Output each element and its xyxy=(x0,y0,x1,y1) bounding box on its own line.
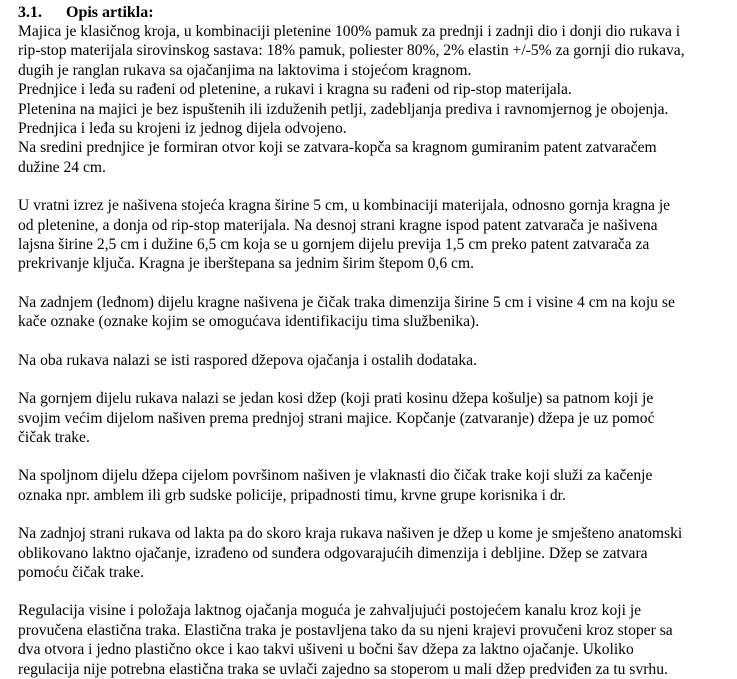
text-line: kače oznake (oznake kojim se omogućava identifikaciju tima službenika). xyxy=(18,313,480,331)
paragraph xyxy=(18,601,712,679)
text-line: Majica je klasičnog kroja, u kombinaciji pletenine 100% pamuk za prednji i zadnji dio i donji dio rukava i xyxy=(18,23,681,40)
text-line: od pletenine, a donja od rip-stop materijala. Na desnoj strani kragne ispod patent zatvarača je našivena xyxy=(18,216,658,234)
text-line: Na spoljnom dijelu džepa cijelom površinom našiven je vlaknasti dio čičak trake koji služi za kačenje xyxy=(18,467,653,485)
paragraph xyxy=(18,466,712,505)
text-line: dugih je ranglan rukava sa ojačanjima na laktovima i stojećom kragnom. xyxy=(18,61,472,79)
text-line: Prednjica i leđa su krojeni iz jednog dijela odvojeno. xyxy=(18,120,347,138)
text-line: U vratni izrez je našivena stojeća kragna širine 5 cm, u kombinaciji materijala, odnosno gornja kragna je xyxy=(18,197,671,215)
text-line: lajsna širine 2,5 cm i dužine 6,5 cm koja se u gornjem dijelu previja 1,5 cm preko patent zatvarača za xyxy=(18,236,650,254)
paragraph xyxy=(18,293,712,332)
text-line: Prednjice i leđa su rađeni od pletenine, a rukavi i kragna su rađeni od rip-stop materijala. xyxy=(18,81,572,99)
text-line: Na zadnjem (leđnom) dijelu kragne našivena je čičak traka dimenzija širine 5 cm i visine 4 cm na koju se xyxy=(18,293,675,311)
text-line: Na zadnjoj strani rukava od lakta pa do skoro kraja rukava našiven je džep u kome je smješteno anatomski xyxy=(18,525,683,543)
section-number: 3.1. xyxy=(18,4,42,21)
text-line: Na sredini prednjice je formiran otvor koji se zatvara-kopča sa kragnom gumiranim patent zatvaračem xyxy=(18,139,657,157)
paragraph xyxy=(18,22,712,177)
text-line: svojim većim dijelom našiven prema prednjoj strani majice. Kopčanje (zatvaranje) džepa je uz pomoć xyxy=(18,409,655,427)
text-line: pomoću čičak trake. xyxy=(18,563,144,581)
document-body xyxy=(18,22,712,679)
text-line: oblikovano laktno ojačanje, izrađeno od sunđera odgovarajućih dimenzija i debljine. Džep se zatvara xyxy=(18,544,648,562)
document-page xyxy=(18,4,712,679)
text-line: regulacija nije potrebna elastična traka se uvlači zajedno sa stoperom u mali džep predviđen za tu svrhu. xyxy=(18,660,668,678)
text-line: oznaka npr. amblem ili grb sudske policije, pripadnosti timu, krvne grupe korisnika i dr. xyxy=(18,486,566,504)
paragraph xyxy=(18,351,712,370)
section-heading xyxy=(18,4,712,22)
text-line: dužine 24 cm. xyxy=(18,158,106,176)
text-line: rip-stop materijala sirovinskog sastava: 18% pamuk, poliester 80%, 2% elastin +/-5% za gornji dio rukava, xyxy=(18,42,685,60)
paragraph xyxy=(18,196,712,274)
section-title: Opis artikla: xyxy=(66,4,154,21)
text-line: Pletenina na majici je bez ispuštenih ili izduženih petlji, zadebljanja prediva i ravnomjernog je obojenja. xyxy=(18,100,669,118)
text-line: čičak trake. xyxy=(18,428,90,446)
text-line: prekrivanje ključa. Kragna je iberštepana sa jednim širim štepom 0,6 cm. xyxy=(18,255,474,273)
text-line: Na oba rukava nalazi se isti raspored džepova ojačanja i ostalih dodataka. xyxy=(18,351,477,369)
text-line: Regulacija visine i položaja laktnog ojačanja moguća je zahvaljujući postojećem kanalu kroz koji je xyxy=(18,602,642,620)
paragraph xyxy=(18,524,712,582)
text-line: dva otvora i jedno plastično okce i kao takvi ušiveni u bočni šav džepa za laktno ojačanje. Ukoliko xyxy=(18,641,634,659)
paragraph xyxy=(18,389,712,447)
text-line: provučena elastična traka. Elastična traka je postavljena tako da su njeni krajevi provučeni kroz stoper sa xyxy=(18,621,673,639)
text-line: Na gornjem dijelu rukava nalazi se jedan kosi džep (koji prati kosinu džepa košulje) sa patnom koji je xyxy=(18,390,654,408)
